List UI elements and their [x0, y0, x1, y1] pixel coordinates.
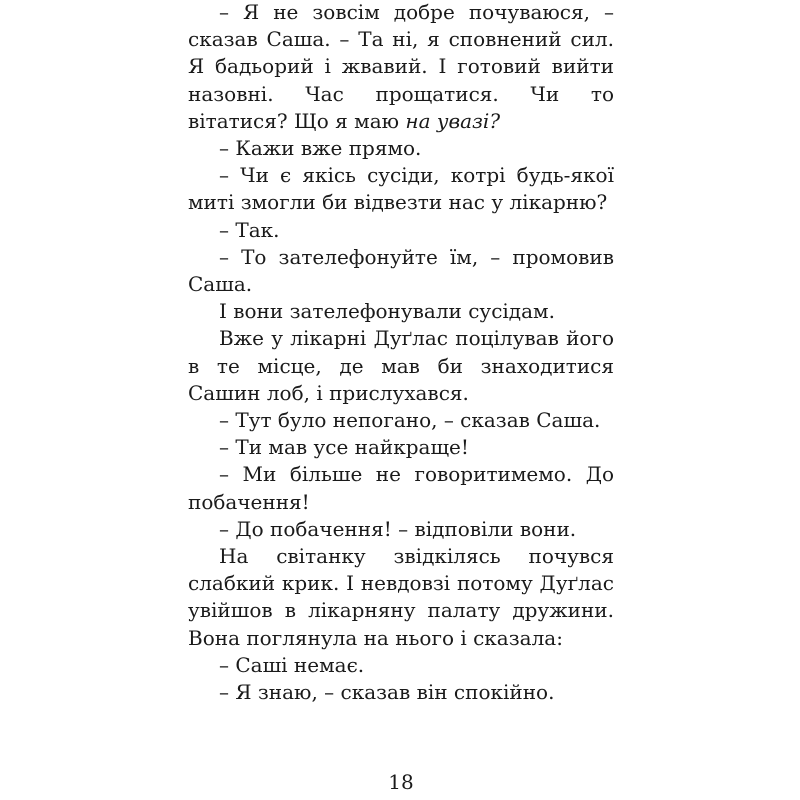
body-text	[188, 0, 614, 706]
page-number: 18	[388, 770, 414, 794]
paragraph: – Я знаю, – сказав він спокійно.	[219, 680, 555, 705]
paragraph: – То зателефонуйте їм, – промовив Саша.	[188, 244, 614, 297]
paragraph: – Тут було непогано, – сказав Саша.	[219, 408, 601, 433]
book-page	[188, 0, 614, 800]
paragraph: – Кажи вже прямо.	[219, 136, 422, 161]
paragraph: – Ти мав усе найкраще!	[219, 435, 469, 460]
paragraph: – Чи є якісь сусіди, котрі будь-якої миті змогли би відвезти нас у лікарню?	[188, 163, 614, 215]
paragraph: На світанку звідкілясь почувся слабкий крик. І невдовзі потому Дуґлас увійшов в лікарняну палату дружини. Вона поглянула на нього і сказала:	[188, 544, 614, 650]
paragraph: І вони зателефонували сусідам.	[219, 299, 555, 324]
paragraph: – Ми більше не говоритимемо. До побачення!	[188, 462, 614, 514]
paragraph: – Я не зовсім добре почуваюся, – сказав Саша. – Та ні, я сповнений сил. Я бадьорий і жвавий. І готовий вийти назовні. Час прощатися. Чи то вітатися? Що я маю на увазі?	[188, 0, 614, 133]
paragraph: – Саші немає.	[219, 652, 365, 677]
paragraph: Вже у лікарні Дуґлас поцілував його в те місце, де мав би знаходитися Сашин лоб, і прислухався.	[188, 326, 614, 405]
paragraph: – До побачення! – відповіли вони.	[219, 516, 577, 541]
paragraph: – Так.	[219, 217, 280, 242]
italic-phrase: на увазі?	[405, 108, 501, 133]
